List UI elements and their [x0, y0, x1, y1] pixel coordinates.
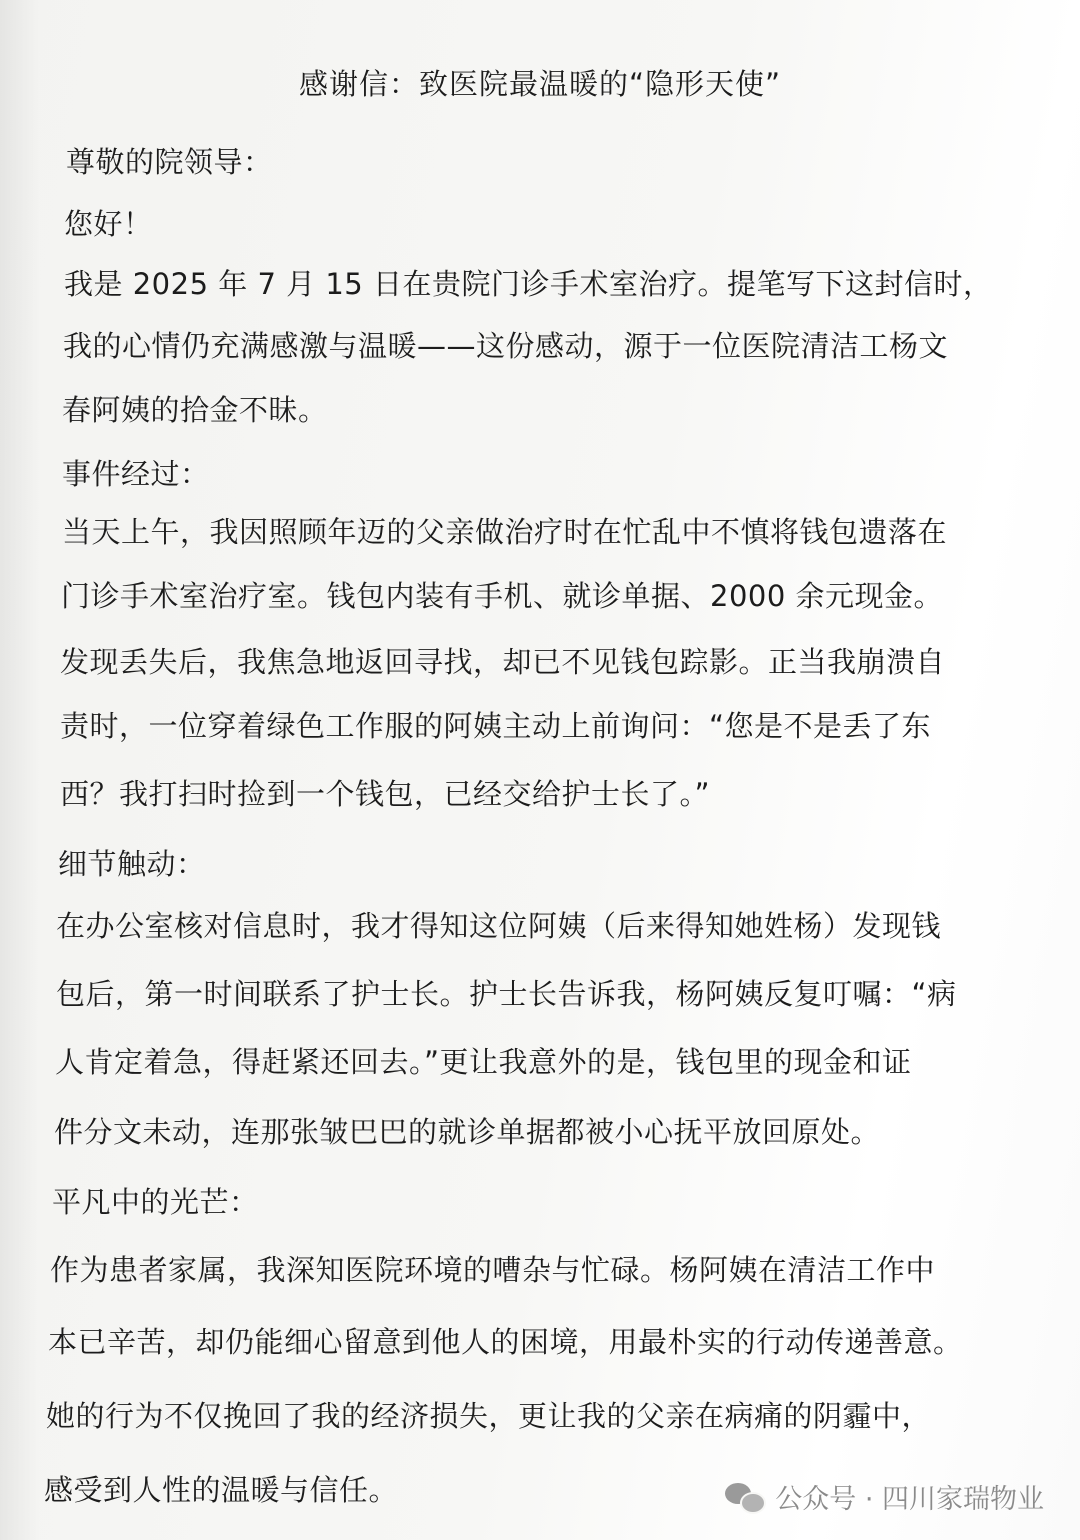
- letter-line: 我是 2025 年 7 月 15 日在贵院门诊手术室治疗。提笔写下这封信时，: [64, 267, 993, 301]
- wechat-icon: [725, 1481, 765, 1513]
- letter-line: 责时，一位穿着绿色工作服的阿姨主动上前询问：“您是不是丢了东: [60, 709, 932, 743]
- letter-line: 门诊手术室治疗室。钱包内装有手机、就诊单据、2000 余元现金。: [61, 579, 944, 613]
- letter-line: 包后，第一时间联系了护士长。护士长告诉我，杨阿姨反复叮嘱：“病: [56, 977, 957, 1011]
- letter-line: 发现丢失后，我焦急地返回寻找，却已不见钱包踪影。正当我崩溃自: [60, 645, 946, 679]
- letter-line: 西？我打扫时捡到一个钱包，已经交给护士长了。”: [60, 777, 711, 811]
- letter-line: 本已辛苦，却仍能细心留意到他人的困境，用最朴实的行动传递善意。: [48, 1325, 963, 1359]
- letter-salutation: 尊敬的院领导：: [66, 145, 273, 179]
- letter-line: 当天上午，我因照顾年迈的父亲做治疗时在忙乱中不慎将钱包遗落在: [62, 515, 948, 549]
- letter-line: 感受到人性的温暖与信任。: [44, 1473, 399, 1507]
- section-heading-details: 细节触动：: [58, 847, 206, 881]
- watermark: [725, 1477, 1044, 1516]
- section-heading-light: 平凡中的光芒：: [52, 1185, 259, 1219]
- letter-line: 她的行为不仅挽回了我的经济损失，更让我的父亲在病痛的阴霾中，: [46, 1399, 932, 1433]
- letter-line: 人肯定着急，得赶紧还回去。”更让我意外的是，钱包里的现金和证: [55, 1045, 912, 1079]
- watermark-text: 公众号 · 四川家瑞物业: [775, 1484, 1044, 1515]
- letter-line: 在办公室核对信息时，我才得知这位阿姨（后来得知她姓杨）发现钱: [56, 909, 942, 943]
- letter-line: 作为患者家属，我深知医院环境的嘈杂与忙碌。杨阿姨在清洁工作中: [50, 1253, 936, 1287]
- letter-line: 件分文未动，连那张皱巴巴的就诊单据都被小心抚平放回原处。: [54, 1115, 881, 1149]
- section-heading-events: 事件经过：: [62, 457, 210, 491]
- letter-greeting: 您好！: [64, 207, 153, 241]
- letter-line: 春阿姨的拾金不昧。: [62, 393, 328, 427]
- letter-title: 感谢信：致医院最温暖的“隐形天使”: [298, 67, 782, 101]
- letter-line: 我的心情仍充满感激与温暖——这份感动，源于一位医院清洁工杨文: [63, 329, 949, 363]
